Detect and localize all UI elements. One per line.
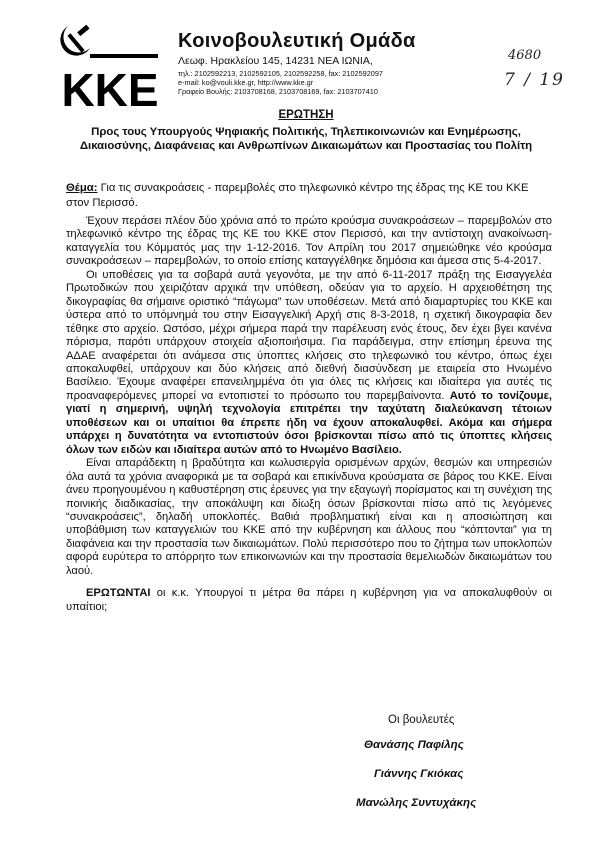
paragraph-3: Είναι απαράδεκτη η βραδύτητα και κωλυσιεργία ορισμένων αρχών, θεσμών και υπηρεσιών όλα αυτά τα χρόνια αναφορικά με τα σοβαρά και επικίνδυνα κρούσματα σε βάρος του ΚΚΕ. Είναι άνευ προηγουμένου η καθυστέρηση στις έρευνες για την εξαγωγή πορίσματος και τη συνέχιση της ποινικής διαδικασίας, την αποκάλυψη και δίωξη όσων βρίσκονται πίσω από τις λεγόμενες “συνακροάσεις”, δηλαδή υποκλοπές. Βαθιά προβληματική είναι και η αποσιώπηση και υποβάθμιση των καταγγελιών του ΚΚΕ από την κυβέρνηση και άλλους που “κόπτονται” για τη διαφάνεια και την προστασία των δικαιωμάτων. Πολύ περισσότερο που το ζήτημα των υποκλοπών αφορά ευρύτερα το απόρρητο των επικοινωνιών και την προστασία θεμελιωδών δικαιωμάτων του λαού. [66,457,552,577]
party-name: Κοινοβουλευτική Ομάδα [178,30,416,52]
phone-line: τηλ.: 2102592213, 2102592105, 2102592258, fax: 2102592097 [178,69,383,78]
party-address: Λεωφ. Ηρακλείου 145, 14231 ΝΕΑ ΙΩΝΙΑ, [178,55,373,67]
paragraph-2-emphasis: Αυτό το τονίζουμε, γιατί η σημερινή, υψηλή τεχνολογία επιτρέπει την ταχύτατη διαλεύκανση τέτοιων υποθέσεων και οι υπαίτιοι θα έπρεπε ήδη να έχουν αποκαλυφθεί. Ακόμα και σήμερα υπάρχει η δυνατότητα να εντοπιστούν όσοι βρίσκονται πίσω από τις ύποπτες κλήσεις όλων των ειδών και ιδιαίτερα αυτών από το Ηνωμένο Βασίλειο. [66,389,552,456]
paragraph-1: Έχουν περάσει πλέον δύο χρόνια από το πρώτο κρούσμα συνακροάσεων – παρεμβολών στο τηλεφωνικό κέντρο της έδρας της ΚΕ του ΚΚΕ στον Περισσό, και την αντίστοιχη ανακοίνωση-καταγγελία του Κόμματός μας την 1-12-2016. Τον Απρίλη του 2017 σημειώθηκε νέο κρούσμα συνακροάσεων – παρεμβολών, το οποίο επίσης καταγγέλθηκε δημόσια και άμεσα στις 5-4-2017. [66,215,552,268]
email-line: e-mail: ko@vouli.kke.gr, http://www.kke.gr [178,78,314,88]
subject-text: Για τις συνακροάσεις - παρεμβολές στο τηλεφωνικό κέντρο της έδρας της ΚΕ του ΚΚΕ στον Περισσό. [66,182,529,209]
question-paragraph [66,587,552,614]
logo-rule [90,54,158,58]
body-text [66,215,552,614]
paragraph-2 [66,269,552,457]
signatures-label: Οι βουλευτές [388,714,455,726]
document-title: ΕΡΩΤΗΣΗ [278,109,334,121]
recipients: Προς τους Υπουργούς Ψηφιακής Πολιτικής, Τηλεπικοινωνιών και Ενημέρωσης, Δικαιοσύνης, Διαφάνειας και Ανθρωπίνων Δικαιωμάτων και Προστασίας του Πολίτη [79,126,533,152]
handwritten-date: 7 / 19 [504,70,565,90]
hammer-sickle-icon [60,25,90,56]
office-line: Γραφείο Βουλής: 2103708168, 2103708169, fax: 2103707410 [178,87,378,97]
signer-name: Θανάσης Παφίλης [364,739,464,751]
contact-block [178,69,383,97]
signer-name: Γιάννης Γκιόκας [374,768,464,780]
subject-label: Θέμα: [66,182,98,194]
subject [66,181,552,210]
logo-letters: ΚΚΕ [61,64,159,108]
question-label: ΕΡΩΤΩΝΤΑΙ [86,587,151,600]
signer-name: Μανώλης Συντυχάκης [356,797,477,809]
question-text: οι κ.κ. Υπουργοί τι μέτρα θα πάρει η κυβέρνηση για να αποκαλυφθούν οι υπαίτιοι; [66,587,552,613]
kke-logo [60,22,160,108]
handwritten-number: 4680 [508,48,542,63]
paragraph-2-text: Οι υποθέσεις για τα σοβαρά αυτά γεγονότα, με την από 6-11-2017 πράξη της Εισαγγελέα Πρωτοδικών που χειριζόταν αρχικά την υπόθεση, οδεύαν για το αρχείο. Η αρχειοθέτηση της δικογραφίας θα σήμαινε οριστικό “πάγωμα” των υποθέσεων. Μετά από διαμαρτυρίες του ΚΚΕ και ύστερα από το υπόμνημά του στην Εισαγγελική Αρχή στις 8-3-2018, η σχετική δικογραφία δεν τέθηκε στο αρχείο. Ωστόσο, μέχρι σήμερα παρά την παρέλευση ενός έτους, δεν έχει βγει κανένα πόρισμα, παρότι υπάρχουν στοιχεία αξιοποιήσιμα. Για παράδειγμα, στην επίσημη έρευνα της ΑΔΑΕ αναφέρεται ότι ανάμεσα στις ύποπτες κλήσεις στο τηλεφωνικό του κέντρο, όπως έχει αποκαλυφθεί, υπάρχουν και δύο κλήσεις από διεθνή διασύνδεση με εταιρεία στο Ηνωμένο Βασίλειο. Έχουμε αναφέρει επανειλημμένα ότι για όλες τις κλήσεις και ιδιαίτερα για αυτές τις προαναφερόμενες μπορεί να εντοπιστεί το πρόσωπο του παρεμβαίνοντα. [66,268,552,402]
